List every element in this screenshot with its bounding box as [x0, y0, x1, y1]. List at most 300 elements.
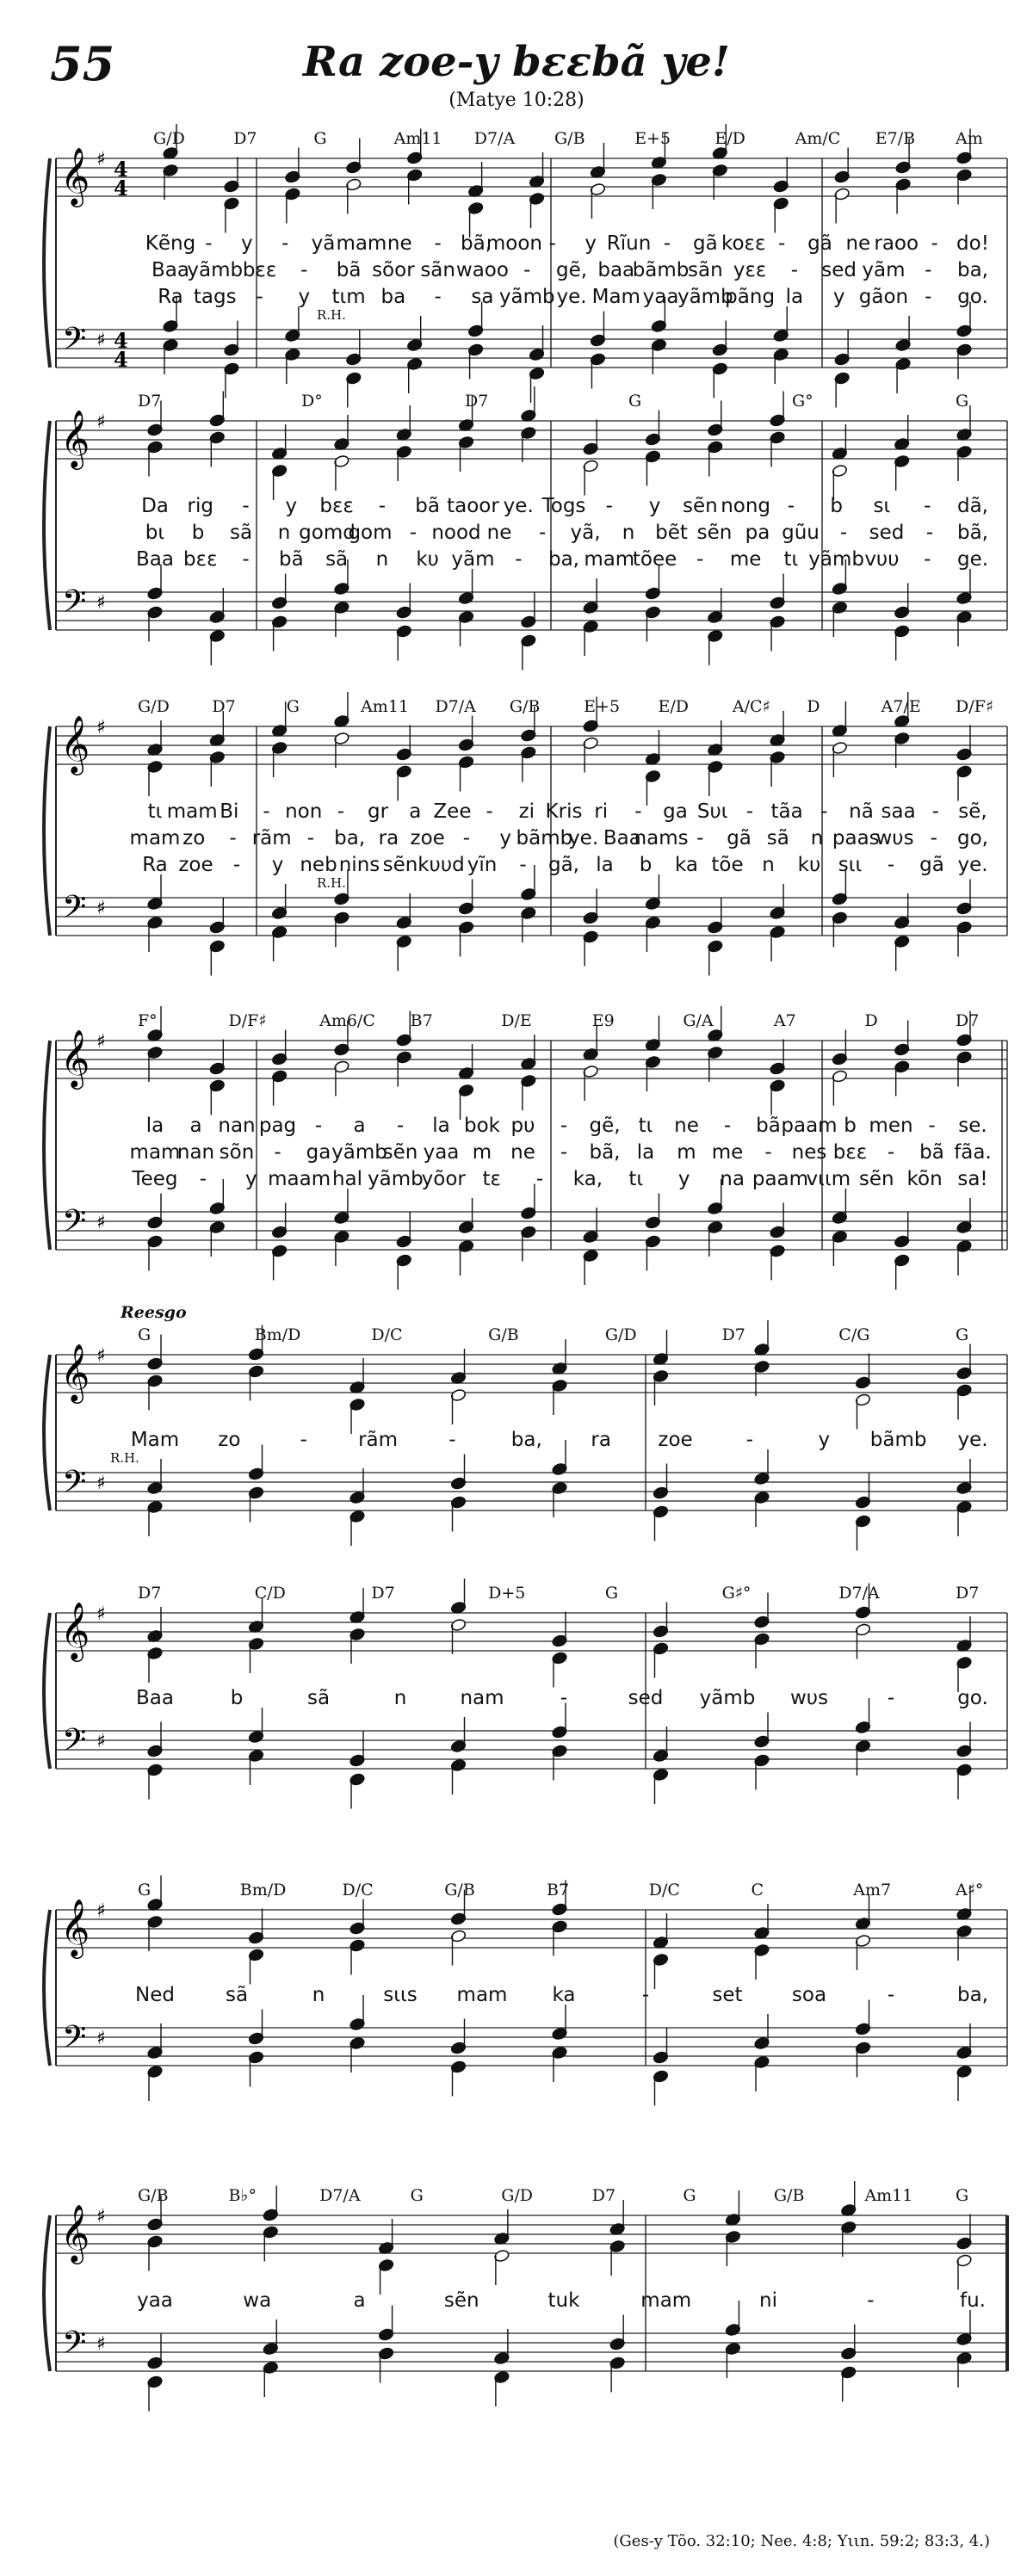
lyric-syllable: ra [378, 827, 399, 849]
lyric-syllable: paam [781, 1115, 838, 1137]
lyric-syllable: mam [166, 800, 218, 823]
syllable-hyphen: - [787, 495, 795, 517]
sharp-icon: ♯ [96, 1212, 106, 1233]
lyric-syllable: y [240, 232, 253, 255]
lyric-syllable: y [648, 495, 661, 517]
lyric-syllable: sed [821, 259, 857, 281]
lyric-syllable: y [677, 1168, 690, 1190]
syllable-hyphen: - [634, 800, 642, 823]
lyric-syllable: maam [268, 1168, 331, 1190]
lyric-syllable: Teeg [132, 1168, 178, 1190]
chord-symbol: G♯° [721, 1584, 752, 1603]
syllable-hyphen: - [396, 1115, 405, 1137]
lyric-syllable: ba, [510, 1429, 542, 1451]
sharp-icon: ♯ [96, 411, 106, 433]
lyric-syllable: bãmb [632, 259, 690, 281]
lyric-syllable: na [720, 1168, 745, 1190]
lyric-syllable: bεε [832, 1141, 868, 1164]
lyric-syllable: Sυι [696, 800, 728, 823]
lyric-syllable: men [869, 1115, 913, 1137]
lyric-syllable: saa [881, 800, 916, 823]
lyric-syllable: nes [791, 1141, 827, 1164]
lyric-syllable: nong [721, 495, 771, 517]
syllable-hyphen: - [887, 1687, 895, 1709]
lyric-syllable: mam [129, 827, 181, 849]
syllable-hyphen: - [931, 232, 938, 255]
lyric-syllable: bã [919, 1141, 944, 1164]
lyric-line [43, 495, 1007, 519]
chord-symbol: Am11 [361, 697, 409, 716]
sharp-icon: ♯ [96, 1473, 106, 1494]
lyric-syllable: bεε [242, 259, 277, 281]
lyric-syllable: tuk [547, 2289, 580, 2312]
chord-symbol: E/D [714, 129, 745, 148]
bass-clef-icon: 𝄢 [62, 2019, 87, 2063]
chord-row [43, 392, 1007, 416]
lyric-syllable: sẽn [382, 1141, 418, 1164]
chord-symbol: Am11 [864, 2186, 913, 2205]
lyric-syllable: n [375, 548, 389, 571]
lyric-syllable: raoo [874, 232, 919, 255]
chord-symbol: Am6/C [319, 1011, 375, 1030]
lyric-syllable: sõn [219, 1141, 255, 1164]
lyric-line [43, 232, 1007, 256]
lyric-line [43, 1687, 1007, 1711]
lyric-syllable: yĩn [467, 854, 498, 876]
lyric-syllable: yãmb [187, 259, 244, 281]
lyric-syllable: la [785, 286, 804, 308]
treble-clef-icon: 𝄞 [60, 1029, 90, 1087]
lyric-syllable: tε [482, 1168, 501, 1190]
lyric-syllable: paam [752, 1168, 809, 1190]
lyric-syllable: bã [336, 259, 362, 281]
syllable-hyphen: - [560, 1115, 568, 1137]
lyric-syllable: ye. [957, 854, 988, 876]
lyric-syllable: Kẽng [145, 232, 196, 255]
bass-clef-icon: 𝄢 [62, 1203, 87, 1247]
syllable-hyphen: - [300, 259, 308, 281]
lyric-syllable: Kris [545, 800, 583, 823]
syllable-hyphen: - [764, 1141, 772, 1164]
lyric-syllable: neb [300, 854, 337, 876]
syllable-hyphen: - [745, 1429, 754, 1451]
lyric-syllable: sã [229, 522, 253, 544]
lyric-syllable: bεε [183, 548, 218, 571]
bass-clef-icon: 𝄢 [62, 1464, 87, 1508]
lyric-syllable: kυ [416, 548, 439, 571]
lyric-syllable: m [472, 1141, 492, 1164]
lyric-syllable: zi [518, 800, 535, 823]
chord-symbol: C/D [254, 1584, 286, 1603]
chord-symbol: G/A [683, 1011, 714, 1030]
lyric-syllable: sãn [420, 259, 455, 281]
lyric-syllable: dã, [956, 495, 989, 517]
lyric-syllable: yãmb [677, 286, 733, 308]
syllable-hyphen: - [274, 1141, 281, 1164]
chord-symbol: D7 [956, 1011, 980, 1030]
staff-graphics [43, 392, 1016, 647]
lyric-syllable: gã [692, 232, 718, 255]
staff-graphics [43, 1011, 1016, 1267]
chord-symbol: D/C [648, 1881, 680, 1900]
lyric-syllable: a [409, 800, 422, 823]
lyric-syllable: sed [628, 1687, 664, 1709]
lyric-syllable: sẽn [682, 495, 718, 517]
bass-clef-icon: 𝄢 [62, 1722, 87, 1766]
syllable-hyphen: - [434, 286, 442, 308]
chord-symbol: D [807, 697, 820, 716]
syllable-hyphen: - [434, 232, 442, 255]
sharp-icon: ♯ [96, 330, 106, 351]
time-signature: 4 [114, 176, 128, 201]
lyric-line [43, 522, 1007, 546]
sharp-icon: ♯ [96, 898, 106, 919]
lyric-syllable: sa! [957, 1168, 988, 1190]
lyric-syllable: bã, [461, 232, 492, 255]
lyric-syllable: me [729, 548, 762, 571]
chord-symbol: G/D [153, 129, 185, 148]
lyric-syllable: ba [380, 286, 406, 308]
lyric-syllable: mam [640, 2289, 692, 2312]
lyric-syllable: nams [634, 827, 689, 849]
lyric-syllable: yãmb [498, 286, 555, 308]
lyric-syllable: Rĩun [606, 232, 652, 255]
sharp-icon: ♯ [96, 2333, 106, 2355]
lyric-syllable: tι [147, 800, 163, 823]
lyric-syllable: a [189, 1115, 202, 1137]
chord-symbol: G/B [509, 697, 541, 716]
lyric-syllable: sãn [688, 259, 723, 281]
bass-clef-icon: 𝄢 [62, 889, 87, 933]
lyric-syllable: nood [431, 522, 481, 544]
lyric-syllable: b [844, 1115, 857, 1137]
chord-symbol: Am [956, 129, 983, 148]
lyric-line [43, 1429, 1007, 1453]
lyric-syllable: gomd [299, 522, 356, 544]
lyric-syllable: kυ [797, 854, 821, 876]
chord-symbol: E7/B [875, 129, 916, 148]
lyric-syllable: mam [584, 548, 635, 571]
chord-symbol: G [628, 392, 642, 411]
lyric-syllable: a [353, 1115, 366, 1137]
syllable-hyphen: - [314, 1115, 323, 1137]
syllable-hyphen: - [242, 548, 250, 571]
lyric-syllable: Mam [591, 286, 640, 308]
lyric-syllable: n [622, 522, 635, 544]
lyric-syllable: yã [311, 232, 336, 255]
sharp-icon: ♯ [96, 2206, 106, 2227]
bass-clef-icon: 𝄢 [62, 321, 87, 365]
syllable-hyphen: - [337, 800, 345, 823]
chord-symbol: D7 [371, 1584, 395, 1603]
syllable-hyphen: - [462, 827, 471, 849]
lyric-syllable: y [244, 1168, 257, 1190]
lyric-syllable: wυs [875, 827, 914, 849]
syllable-hyphen: - [306, 827, 315, 849]
lyric-syllable: y [271, 854, 284, 876]
lyric-syllable: y [818, 1429, 831, 1451]
lyric-syllable: yãm [862, 259, 906, 281]
syllable-hyphen: - [256, 286, 263, 308]
lyric-line [43, 827, 1007, 851]
chord-symbol: Am11 [393, 129, 442, 148]
sharp-icon: ♯ [96, 1603, 106, 1625]
lyric-syllable: y [832, 286, 845, 308]
lyric-syllable: sẽn [858, 1168, 894, 1190]
lyric-syllable: soa [791, 1984, 827, 2006]
chord-symbol: D° [301, 392, 323, 411]
chord-row [43, 1325, 1007, 1350]
lyric-syllable: nam [460, 1687, 504, 1709]
syllable-hyphen: - [696, 548, 704, 571]
chord-symbol: G [410, 2186, 424, 2205]
lyric-syllable: y [298, 286, 311, 308]
lyric-syllable: rãm [358, 1429, 399, 1451]
lyric-syllable: sẽ, [958, 800, 987, 823]
syllable-hyphen: - [745, 800, 754, 823]
lyric-syllable: Togs [541, 495, 586, 517]
syllable-hyphen: - [300, 1429, 307, 1451]
chord-symbol: C/G [838, 1325, 870, 1344]
time-signature: 4 [114, 157, 128, 182]
lyric-syllable: y [285, 495, 298, 517]
treble-clef-icon: 𝄞 [60, 1898, 90, 1956]
lyric-syllable: bεε [319, 495, 354, 517]
lyric-syllable: ye. [568, 827, 599, 849]
chord-symbol: D/E [501, 1011, 532, 1030]
syllable-hyphen: - [229, 827, 237, 849]
chord-symbol: D7/A [838, 1584, 880, 1603]
lyric-syllable: Bi [220, 800, 239, 823]
lyric-syllable: taoor [447, 495, 499, 517]
syllable-hyphen: - [538, 522, 547, 544]
syllable-hyphen: - [925, 522, 934, 544]
lyric-line [43, 1115, 1007, 1139]
time-signature: 4 [114, 328, 128, 353]
lyric-syllable: yãmb [368, 1168, 424, 1190]
lyric-syllable: bι [145, 522, 165, 544]
chord-symbol: G [683, 2186, 696, 2205]
lyric-syllable: kõn [906, 1168, 943, 1190]
lyric-syllable: mam [129, 1141, 181, 1164]
chord-symbol: G/B [554, 129, 585, 148]
lyric-syllable: gẽ, [589, 1115, 621, 1137]
lyric-syllable: n [312, 1984, 325, 2006]
hymn-number: 55 [50, 36, 115, 91]
lyric-syllable: sιιs [383, 1984, 418, 2006]
lyric-syllable: waoo [455, 259, 509, 281]
lyric-syllable: ge. [956, 548, 989, 571]
chord-symbol: E+5 [634, 129, 671, 148]
lyric-syllable: ka, [572, 1168, 603, 1190]
lyric-syllable: yãmb [699, 1687, 756, 1709]
staff-graphics [43, 1881, 1016, 2083]
lyric-syllable: rãm [251, 827, 292, 849]
chord-symbol: D+5 [488, 1584, 526, 1603]
syllable-hyphen: - [928, 1115, 936, 1137]
lyric-syllable: sẽn [696, 522, 733, 544]
lyric-syllable: sã [225, 1984, 249, 2006]
chord-symbol: G/D [604, 1325, 637, 1344]
lyric-syllable: yã, [570, 522, 601, 544]
lyric-syllable: vιιm [806, 1168, 851, 1190]
lyric-syllable: gom [348, 522, 393, 544]
treble-clef-icon: 𝄞 [60, 1601, 90, 1659]
chord-symbol: D/F♯ [956, 697, 994, 716]
lyric-syllable: pa [745, 522, 770, 544]
lyric-syllable: ne [387, 232, 412, 255]
syllable-hyphen: - [925, 286, 932, 308]
chord-symbol: G [138, 1881, 152, 1900]
lyric-line [43, 1984, 1007, 2008]
lyric-syllable: bã, [589, 1141, 621, 1164]
lyric-syllable: se. [958, 1115, 987, 1137]
lyric-syllable: baa [597, 259, 635, 281]
lyric-syllable: tags [193, 286, 237, 308]
syllable-hyphen: - [448, 1429, 456, 1451]
syllable-hyphen: - [930, 827, 937, 849]
lyric-syllable: yãm [451, 548, 495, 571]
chord-row [43, 129, 1007, 153]
lyric-syllable: mam [336, 232, 387, 255]
lyric-syllable: fãa. [954, 1141, 992, 1164]
lyric-syllable: ri [594, 800, 609, 823]
lyric-syllable: sι [873, 495, 891, 517]
staff-graphics [43, 697, 1016, 953]
lyric-syllable: zoe [658, 1429, 693, 1451]
lyric-syllable: wυs [789, 1687, 829, 1709]
chord-symbol: D7/A [319, 2186, 361, 2205]
lyric-syllable: Baa [603, 827, 641, 849]
lyric-syllable: fu. [960, 2289, 986, 2312]
syllable-hyphen: - [887, 854, 895, 876]
chord-symbol: Am/C [795, 129, 841, 148]
syllable-hyphen: - [281, 232, 289, 255]
treble-clef-icon: 𝄞 [60, 2203, 90, 2262]
chord-symbol: B7 [547, 1881, 570, 1900]
chord-symbol: G/B [138, 2186, 169, 2205]
chord-symbol: B7 [410, 1011, 433, 1030]
syllable-hyphen: - [887, 1141, 895, 1164]
chord-row [43, 1011, 1007, 1035]
sharp-icon: ♯ [96, 1031, 106, 1053]
lyric-syllable: hal [331, 1168, 363, 1190]
syllable-hyphen: - [232, 854, 241, 876]
chord-symbol: D7 [233, 129, 257, 148]
chord-symbol: G/B [488, 1325, 519, 1344]
chord-symbol: G [313, 129, 327, 148]
syllable-hyphen: - [560, 1141, 568, 1164]
lyric-syllable: gũu [782, 522, 820, 544]
chord-row [43, 1584, 1007, 1608]
tempo-marking: Reesgo [121, 1303, 187, 1322]
chord-symbol: D [864, 1011, 878, 1030]
chord-symbol: D7/A [435, 697, 476, 716]
syllable-hyphen: - [931, 800, 939, 823]
chord-symbol: D/C [371, 1325, 403, 1344]
lyric-syllable: ka [674, 854, 699, 876]
syllable-hyphen: - [777, 232, 786, 255]
lyric-syllable: bok [464, 1115, 500, 1137]
syllable-hyphen: - [820, 800, 828, 823]
syllable-hyphen: - [263, 800, 270, 823]
staff-graphics [43, 1325, 1016, 1528]
lyric-syllable: sιι [838, 854, 863, 876]
chord-symbol: A7/E [881, 697, 921, 716]
chord-symbol: A7 [773, 1011, 796, 1030]
lyric-syllable: me [711, 1141, 744, 1164]
lyric-syllable: bã, [956, 522, 989, 544]
lyric-syllable: go. [957, 1687, 988, 1709]
chord-symbol: G [604, 1584, 619, 1603]
syllable-hyphen: - [523, 259, 531, 281]
lyric-syllable: yãmb [808, 548, 865, 571]
lyric-syllable: tãa [770, 800, 803, 823]
sharp-icon: ♯ [96, 2028, 106, 2049]
lyric-syllable: go. [957, 286, 988, 308]
lyric-syllable: Ra [158, 286, 183, 308]
lyric-syllable: yãmb [331, 1141, 387, 1164]
chord-symbol: E/D [658, 697, 690, 716]
lyric-syllable: do! [956, 232, 989, 255]
staff-graphics [43, 2186, 1016, 2388]
syllable-hyphen: - [560, 1687, 568, 1709]
sharp-icon: ♯ [96, 1345, 106, 1367]
lyric-syllable: zo [218, 1429, 241, 1451]
lyric-syllable: ba, [956, 259, 989, 281]
lyric-syllable: n [762, 854, 775, 876]
lyric-syllable: la [636, 1141, 655, 1164]
lyric-syllable: yaa [137, 2289, 173, 2312]
chord-symbol: D7 [138, 1584, 162, 1603]
lyric-syllable: a [353, 2289, 366, 2312]
chord-symbol: Bm/D [239, 1881, 287, 1900]
lyric-syllable: non [285, 800, 323, 823]
lyric-syllable: sa [471, 286, 494, 308]
right-hand-marking: R.H. [110, 1450, 139, 1466]
syllable-hyphen: - [242, 495, 250, 517]
lyric-syllable: tιm [331, 286, 366, 308]
lyric-syllable: b [639, 854, 653, 876]
right-hand-marking: R.H. [317, 307, 346, 323]
chord-symbol: G/D [501, 2186, 534, 2205]
lyric-syllable: paas [832, 827, 880, 849]
chord-symbol: D7 [956, 1584, 980, 1603]
chord-symbol: C [751, 1881, 764, 1900]
lyric-syllable: nan [218, 1115, 256, 1137]
lyric-syllable: Da [141, 495, 169, 517]
syllable-hyphen: - [378, 495, 387, 517]
sharp-icon: ♯ [96, 592, 106, 614]
lyric-syllable: bã [415, 495, 441, 517]
lyric-syllable: bãmb [516, 827, 573, 849]
lyric-syllable: Baa [136, 1687, 174, 1709]
chord-symbol: A/C♯ [732, 697, 770, 716]
treble-clef-icon: 𝄞 [60, 714, 90, 773]
sharp-icon: ♯ [96, 1731, 106, 1752]
chord-row [43, 1881, 1007, 1905]
staff-graphics [43, 1584, 1016, 1786]
chord-symbol: G [956, 1325, 969, 1344]
lyric-syllable: ne [674, 1115, 699, 1137]
scripture-reference: (Matye 10:28) [448, 90, 585, 111]
lyric-syllable: kυυd [418, 854, 465, 876]
chord-symbol: G/B [773, 2186, 805, 2205]
lyric-syllable: nins [338, 854, 380, 876]
chord-row [43, 2186, 1007, 2210]
chord-symbol: Am7 [853, 1881, 892, 1900]
lyric-syllable: vυυ [864, 548, 900, 571]
